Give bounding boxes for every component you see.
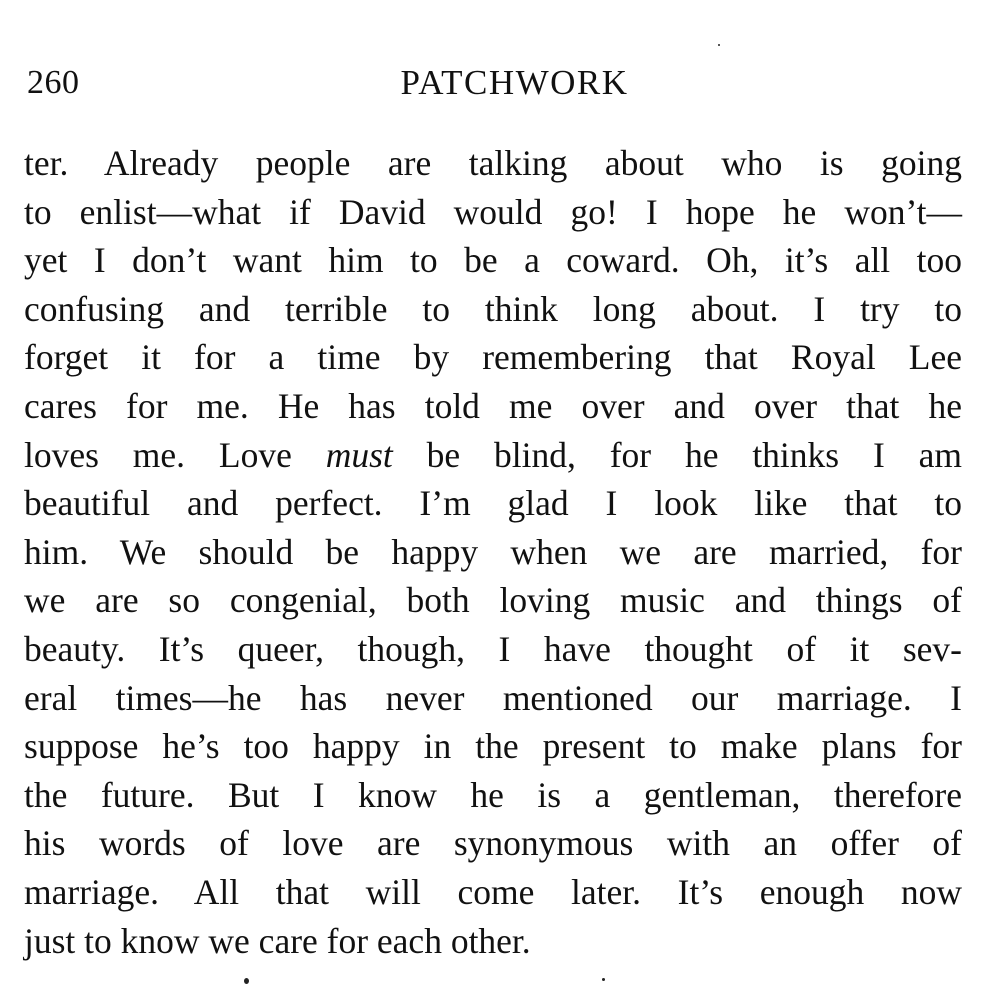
text-line: his words of love are synonymous with an offer of	[24, 823, 962, 864]
italic-emphasis: must	[325, 434, 393, 475]
text-line: cares for me. He has told me over and over that he	[24, 385, 962, 426]
text-line: ter. Already people are talking about who is going	[24, 143, 962, 183]
text-line: beautiful and perfect. I’m glad I look like that to	[24, 483, 962, 524]
ink-speck	[244, 978, 249, 984]
text-line: confusing and terrible to think long about. I try to	[24, 288, 962, 329]
text-line-with-italic	[24, 431, 962, 480]
text-line: eral times—he has never mentioned our marriage. I	[24, 677, 962, 718]
ink-speck	[718, 44, 720, 46]
text-line: him. We should be happy when we are married, for	[24, 531, 962, 572]
text-line: yet I don’t want him to be a coward. Oh, it’s all too	[24, 240, 962, 281]
text-line: the future. But I know he is a gentleman, therefore	[24, 774, 962, 815]
body-text	[24, 139, 962, 965]
text-line: we are so congenial, both loving music and things of	[24, 580, 962, 621]
text-line: just to know we care for each other.	[24, 920, 531, 961]
text-line: to enlist—what if David would go! I hope he won’t—	[24, 191, 962, 232]
text-line: marriage. All that will come later. It’s enough now	[24, 871, 962, 912]
ink-speck	[602, 978, 605, 981]
text-line: beauty. It’s queer, though, I have thought of it sev-	[24, 628, 962, 669]
running-head	[27, 58, 962, 108]
running-title: PATCHWORK	[400, 63, 629, 102]
text-segment: be blind, for he thinks I am	[426, 434, 963, 475]
page-number: 260	[27, 64, 80, 101]
text-line: forget it for a time by remembering that Royal Lee	[24, 337, 962, 378]
text-segment: loves me. Love	[24, 434, 292, 475]
text-line: suppose he’s too happy in the present to make plans for	[24, 726, 962, 767]
